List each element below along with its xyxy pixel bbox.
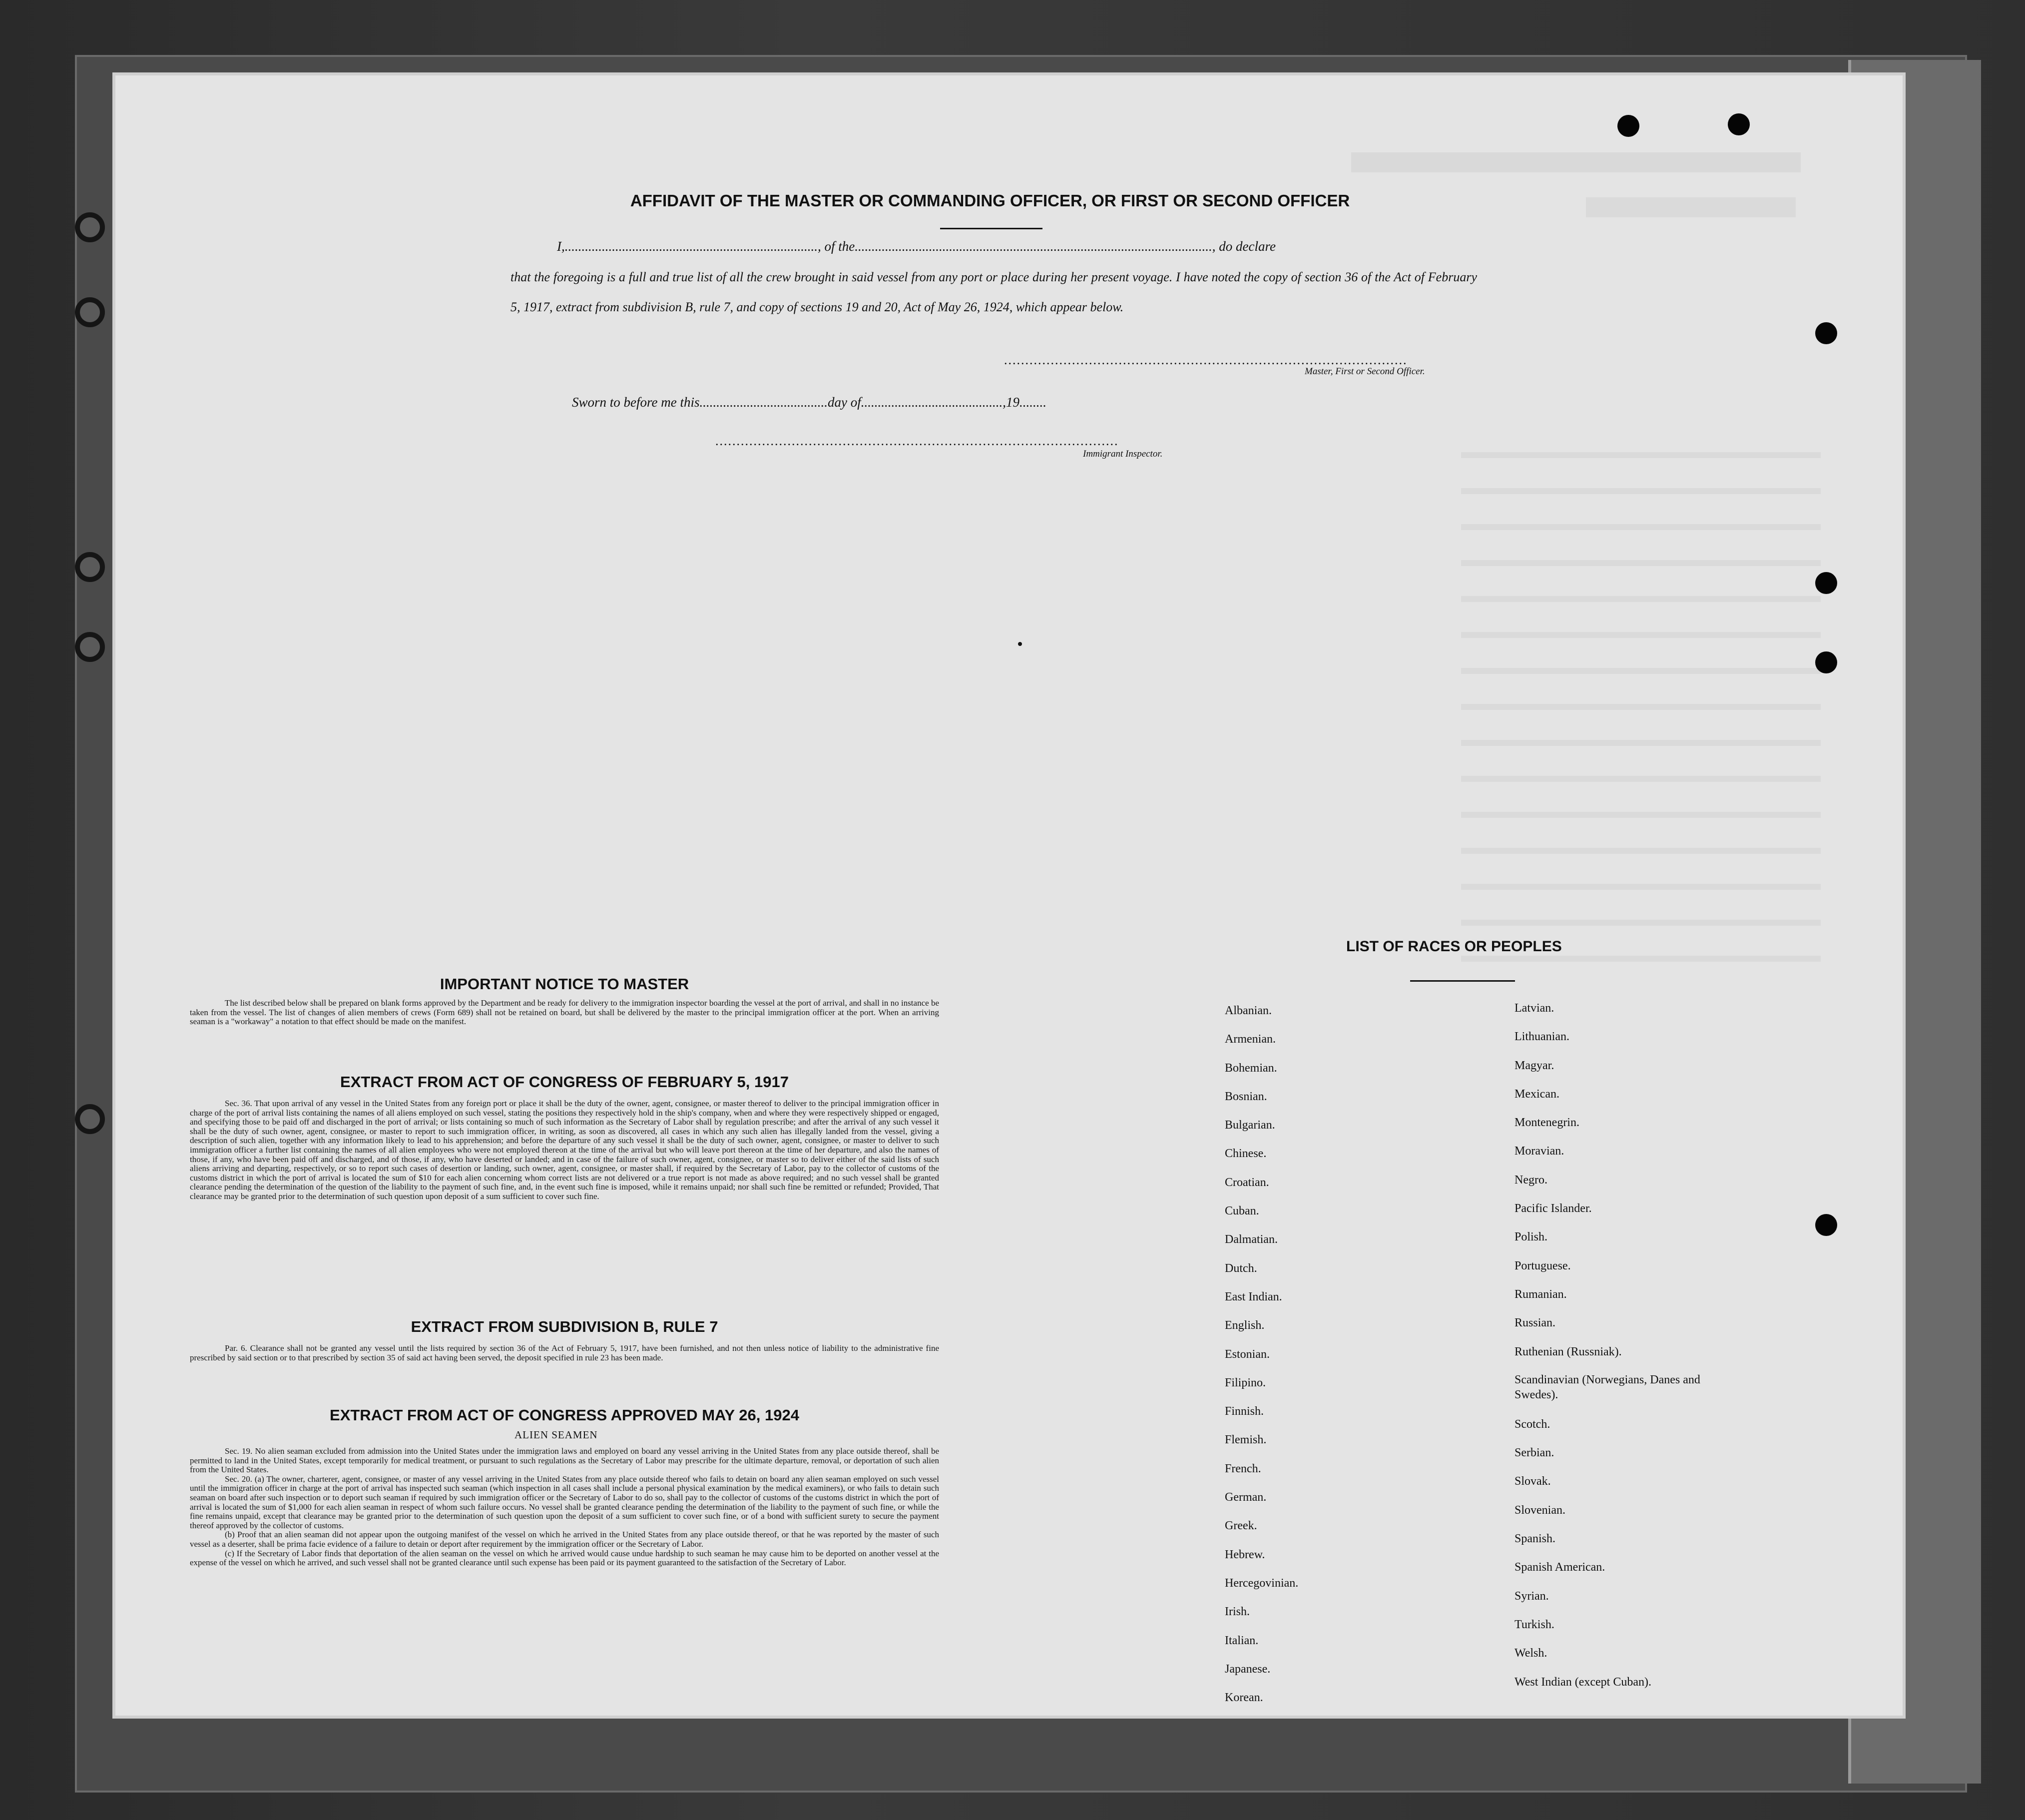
vessel-name-blank: .......................................................................................................... xyxy=(855,239,1212,254)
race-item: Serbian. xyxy=(1515,1446,1554,1460)
race-item: Irish. xyxy=(1225,1605,1250,1619)
race-item: Italian. xyxy=(1225,1634,1259,1647)
binder-ring-icon xyxy=(75,552,105,582)
races-title: LIST OF RACES OR PEOPLES xyxy=(1346,938,1562,955)
act-1917-text xyxy=(190,1099,939,1202)
races-underline xyxy=(1410,980,1515,982)
punch-hole-icon xyxy=(1815,572,1837,594)
punch-hole-icon xyxy=(1617,115,1639,137)
act-1924-sec20a: Sec. 20. (a) The owner, charterer, agent, consignee, or master of any vessel arriving in the United States from any place outside thereof who fails to detain on board any alien seaman employed on such vessel until the immigration officer in charge at the port of arrival has inspected such seaman (which inspection in all cases shall include a personal physical examination by the medical examiners), or who fails to detain such seaman on board after such inspection or to deport such seaman if required by such immigration officer or the Secretary of Labor to do so, shall pay to the collector of customs of the customs district in which the port of arrival is located the sum of $1,000 for each alien seaman in respect of whom such failure occurs. No vessel shall be granted clearance pending the determination of the liability to the payment of such fine, or while the fine remains unpaid, except that clearance may be granted prior to the determination of such question upon the deposit of a sum sufficient to cover such fine, or of a bond with sufficient surety to secure the payment thereof approved by the collector of customs. xyxy=(190,1474,939,1530)
race-item: Latvian. xyxy=(1515,1002,1554,1015)
race-item: Moravian. xyxy=(1515,1145,1564,1158)
sworn-year-blank: ........ xyxy=(1019,395,1046,410)
race-item: Welsh. xyxy=(1515,1647,1547,1660)
act-1924-subtitle: ALIEN SEAMEN xyxy=(514,1429,598,1441)
races-left-column xyxy=(1225,997,1298,1712)
race-item: Korean. xyxy=(1225,1691,1263,1705)
bleed-through-text xyxy=(1351,152,1801,172)
race-item: Croatian. xyxy=(1225,1176,1269,1189)
races-right-column xyxy=(1515,994,1724,1697)
punch-hole-icon xyxy=(1815,1214,1837,1236)
race-item: Spanish American. xyxy=(1515,1561,1605,1574)
race-item: Chinese. xyxy=(1225,1147,1267,1161)
race-item: Flemish. xyxy=(1225,1433,1267,1447)
act-1917-paragraph: Sec. 36. That upon arrival of any vessel in the United States from any foreign port or place it shall be the duty of the owner, agent, consignee, or master thereof to deliver to the principal immigration officer in charge of the port of arrival lists containing the names of all aliens employed on such vessel, stating the positions they respectively hold in the ship's company, when and where they were respectively shipped or engaged, and specifying those to be paid off and discharged in the port of arrival; or lists containing so much of such information as the Secretary of Labor shall by regulation prescribe; and after the arrival of any such vessel it shall be the duty of such owner, agent, consignee, or master to report to such immigration officer, in writing, as soon as discovered, all cases in which any such alien has illegally landed from the vessel, giving a description of such alien, together with any information likely to lead to his apprehension; and before the departure of any such vessel it shall be the duty of such owner, agent, consignee, or master to deliver to such immigration officer a further list containing the names of all alien employees who were not employed thereon at the time of the arrival but who will leave port thereon at the time of her departure, and also the names of those, if any, who have been paid off and discharged, and of those, if any, who have deserted or landed; and in case of the failure of such owner, agent, consignee, or master so to deliver either of the said lists of such aliens arriving and departing, respectively, or so to report such cases of desertion or landing, such owner, agent, consignee, or master shall, if required by the Secretary of Labor, pay to the collector of customs of the customs district in which the port of arrival is located the sum of $10 for each alien concerning whom correct lists are not delivered or a true report is not made as above required; and no such vessel shall be granted clearance pending the determination of the question of the liability to the payment of such fine, and, in the event such fine is imposed, while it remains unpaid; nor shall such fine be remitted or refunded; Provided, That clearance may be granted prior to the determination of such question upon deposit of a sum sufficient to cover such fine. xyxy=(190,1099,939,1201)
race-item: Japanese. xyxy=(1225,1662,1271,1676)
title-underline xyxy=(940,228,1042,229)
race-item: Rumanian. xyxy=(1515,1287,1567,1301)
race-item: Finnish. xyxy=(1225,1405,1264,1418)
sworn-month-blank: .........................................., xyxy=(861,395,1006,410)
race-item: Greek. xyxy=(1225,1519,1257,1533)
bleed-through-text xyxy=(1461,422,1821,972)
race-item: Syrian. xyxy=(1515,1589,1549,1603)
race-item: Montenegrin. xyxy=(1515,1116,1579,1130)
declarant-prefix: I, xyxy=(557,239,565,254)
race-item: Turkish. xyxy=(1515,1618,1554,1631)
rule7-paragraph: Par. 6. Clearance shall not be granted any vessel until the lists required by section 36 of the Act of February 5, 1917, have been furnished, and not then unless notice of liability to the administrative fine prescribed by said section or to that prescribed by section 35 of said act having been served, the deposit specified in rule 23 has been made. xyxy=(190,1343,939,1362)
race-item: West Indian (except Cuban). xyxy=(1515,1675,1651,1689)
binder-ring-icon xyxy=(75,212,105,242)
act-1924-sec19: Sec. 19. No alien seaman excluded from admission into the United States under the immigration laws and employed on board any vessel arriving in the United States from any place outside thereof, shall be permitted to land in the United States, except temporarily for medical treatment, or pursuant to such regulations as the Secretary of Labor may prescribe for the ultimate departure, removal, or deportation of such alien from the United States. xyxy=(190,1446,939,1475)
race-item: Armenian. xyxy=(1225,1033,1276,1046)
affidavit-body: that the foregoing is a full and true list of all the crew brought in said vessel from any port or place during her present voyage. I have noted the copy of section 36 of the Act of February 5, 1917, extract from subdivision B, rule 7, and copy of sections 19 and 20, Act of May 26, 1924, which appear below. xyxy=(510,270,1477,314)
sworn-text: Sworn to before me this xyxy=(572,395,700,410)
race-item: Magyar. xyxy=(1515,1059,1554,1072)
master-signature-label: Master, First or Second Officer. xyxy=(1305,366,1425,377)
race-item: Portuguese. xyxy=(1515,1259,1571,1272)
race-item: Polish. xyxy=(1515,1230,1548,1244)
act-1924-text xyxy=(190,1447,939,1568)
act-1924-title: EXTRACT FROM ACT OF CONGRESS APPROVED MAY 26, 1924 xyxy=(330,1406,799,1424)
race-item: Mexican. xyxy=(1515,1087,1559,1101)
declarant-of: , of the xyxy=(818,239,855,254)
punch-hole-icon xyxy=(1815,651,1837,673)
race-item: Dutch. xyxy=(1225,1261,1257,1275)
race-item: Bohemian. xyxy=(1225,1061,1277,1075)
act-1924-sec20b: (b) Proof that an alien seaman did not appear upon the outgoing manifest of the vessel on which he arrived in the United States from any place outside thereof, or that he was reported by the master of such vessel as a deserter, shall be prima facie evidence of a failure to detain or deport after requirement by the immigration officer or the Secretary of Labor. xyxy=(190,1530,939,1549)
inspector-signature-blank: ............................................................................................... xyxy=(715,434,1119,448)
race-item: Cuban. xyxy=(1225,1205,1259,1218)
punch-hole-icon xyxy=(1728,113,1750,135)
race-item: Pacific Islander. xyxy=(1515,1202,1592,1215)
rule7-title: EXTRACT FROM SUBDIVISION B, RULE 7 xyxy=(411,1318,718,1335)
race-item: Bosnian. xyxy=(1225,1090,1267,1103)
race-item: Scandinavian (Norwegians, Danes and Swedes). xyxy=(1515,1373,1700,1401)
race-item: Scotch. xyxy=(1515,1417,1550,1431)
race-item: Russian. xyxy=(1515,1316,1556,1330)
race-item: Ruthenian (Russniak). xyxy=(1515,1345,1622,1358)
race-item: Slovak. xyxy=(1515,1475,1551,1488)
race-item: Hebrew. xyxy=(1225,1548,1265,1561)
declarant-declare: , do declare xyxy=(1212,239,1276,254)
notice-paragraph: The list described below shall be prepared on blank forms approved by the Department and be ready for delivery to the immigration inspector boarding the vessel at the port of arrival, and shall in no instance be taken from the vessel. The list of changes of alien members of crews (Form 689) shall not be retained on board, but shall be delivered by the master to the principal immigration officer at the port. When an arriving seaman is a "workaway" a notation to that effect should be made on the manifest. xyxy=(190,998,939,1027)
binder-ring-icon xyxy=(75,632,105,662)
race-item: Estonian. xyxy=(1225,1347,1270,1361)
affidavit-title: AFFIDAVIT OF THE MASTER OR COMMANDING OFFICER, OR FIRST OR SECOND OFFICER xyxy=(630,191,1350,210)
declarant-name-blank: ........................................................................... xyxy=(564,239,818,254)
sworn-day-of: day of xyxy=(828,395,861,410)
race-item: Dalmatian. xyxy=(1225,1233,1278,1246)
rule7-text xyxy=(190,1344,939,1362)
race-item: Filipino. xyxy=(1225,1376,1266,1389)
punch-hole-icon xyxy=(1815,322,1837,344)
race-item: Spanish. xyxy=(1515,1532,1556,1546)
binder-ring-icon xyxy=(75,1104,105,1134)
binder-ring-icon xyxy=(75,297,105,327)
notice-text xyxy=(190,999,939,1027)
race-item: French. xyxy=(1225,1462,1261,1475)
ink-speck xyxy=(1018,642,1022,646)
race-item: Slovenian. xyxy=(1515,1503,1565,1517)
declarant-line xyxy=(557,239,1276,254)
master-signature-blank: ............................................................................................... xyxy=(1004,353,1408,367)
act-1924-sec20c: (c) If the Secretary of Labor finds that deportation of the alien seaman on the vessel on which he arrived would cause undue hardship to such seaman he may cause him to be deported on another vessel at the expense of the vessel on which he arrived, and such vessel shall not be granted clearance until such expense has been paid or its payment guaranteed to the satisfaction of the Secretary of Labor. xyxy=(190,1548,939,1568)
inspector-signature-label: Immigrant Inspector. xyxy=(1083,449,1163,459)
race-item: East Indian. xyxy=(1225,1290,1282,1303)
act-1917-title: EXTRACT FROM ACT OF CONGRESS OF FEBRUARY 5, 1917 xyxy=(340,1073,789,1091)
race-item: Lithuanian. xyxy=(1515,1030,1569,1044)
race-item: Albanian. xyxy=(1225,1004,1272,1017)
notice-title: IMPORTANT NOTICE TO MASTER xyxy=(440,975,689,993)
race-item: Negro. xyxy=(1515,1173,1547,1187)
race-item: Hercegovinian. xyxy=(1225,1576,1299,1590)
race-item: Bulgarian. xyxy=(1225,1119,1275,1132)
sworn-day-blank: ...................................... xyxy=(699,395,828,410)
race-item: German. xyxy=(1225,1491,1267,1504)
sworn-year: 19 xyxy=(1006,395,1019,410)
sworn-line xyxy=(572,395,1046,410)
race-item: English. xyxy=(1225,1319,1265,1332)
